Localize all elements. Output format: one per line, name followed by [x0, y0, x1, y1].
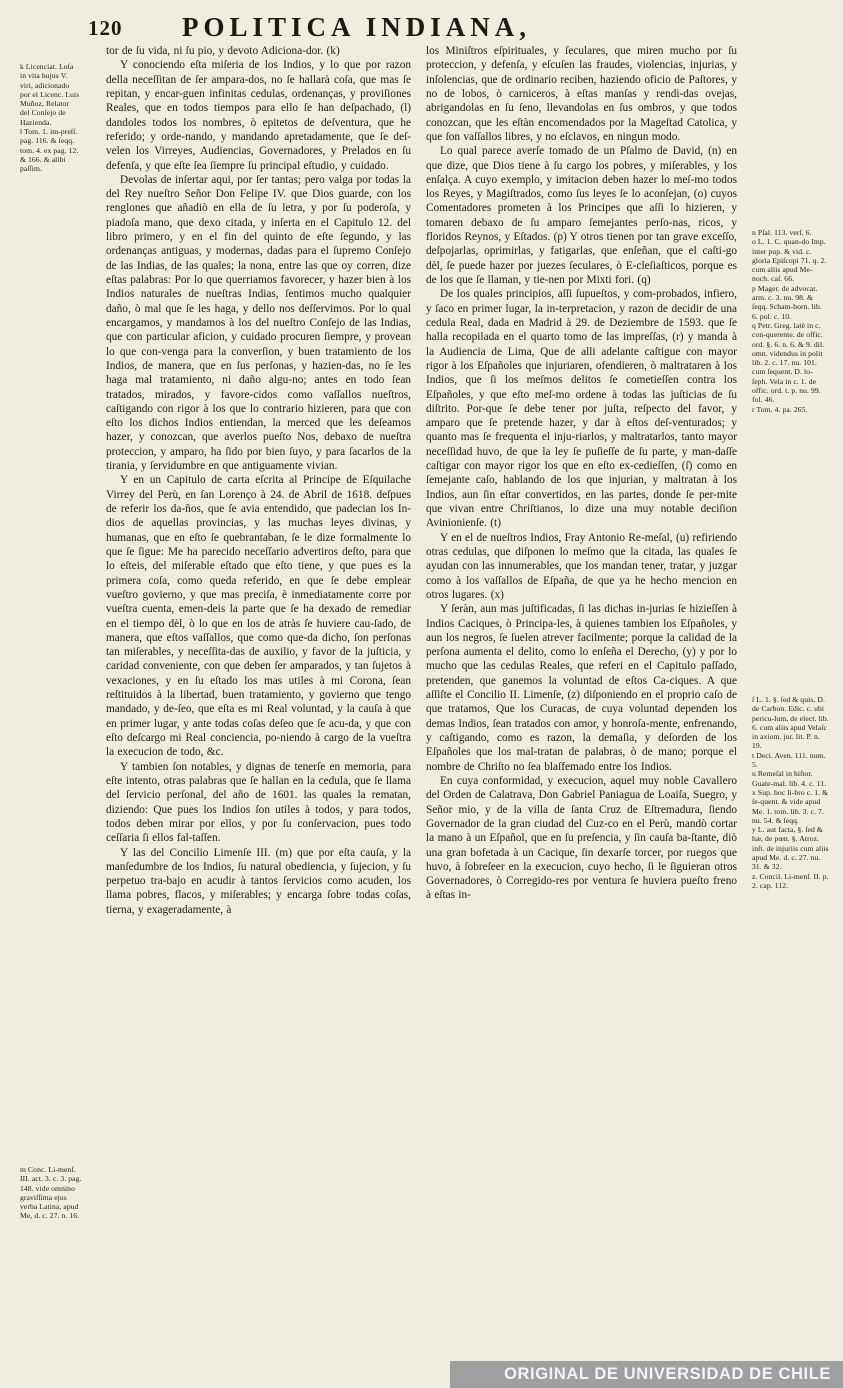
paragraph: De los quales principios, aſſi ſupueſtos, y com-probados, infiero, y ſaco en primer lugar, la in-terpretacion, y razon de decidir de una cedula Real, dada en Madrid à 29. de Deziembre de 1593. que ſe halla recopilada en el quarto tomo de las impreſſas, (r) y manda à la Audiencia de Lima, Que de alli adelante caſtigue con mayor rigor à los Eſpañoles que injuriaren, ofendieren, ò maltrataren à los Indios, que ſi los meſmos delitos ſe cometieſſen contra los Eſpañoles, y que eſto meſ-mo ordene à todas las juſticias de ſu diſtrito. Por-que ſe debe tener por juſta, reſpecto del favor, y amparo que ſe pretende hazer, y dar à eſtos deſ-venturados; y quanto mas ſe frequenta el inju-riarlos, y maltratarlos, tanto mayor neceſſidad huvo, de que la ley ſe puſieſſe de ſu parte, y man-daſſe caſtigar con mayor rigor los que en eſto ex-cedieſſen, (ſ) como en ſemejante caſo, hablando de los que injurian, y maltratan à los Indios, aun ſin eſtar convertidos, en las partes, donde ſe per-mite que vivan entre Chriſtianos, lo dize una muy notable deciſion Avinionienſe. (t): [426, 288, 737, 530]
margin-note: o L. 1. C. quan-do Imp. inter pup. & vid. c. gloria Epiſcopi 71. q. 2. cum aliis apud Me-noch. caſ. 66.: [752, 237, 827, 284]
margin-note: t Deci. Aven. 111. num. 5.: [752, 750, 826, 770]
paragraph: Y las del Concilio Limenſe III. (m) que por eſta cauſa, y la manſedumbre de los Indios, ſu natural obediencia, y ſujecion, y ſu perpetuo tra-bajo en acudir à tantos ſervicios como acuden, los llama pobres, flacos, y miſerables; y encarga ſobre todas coſas, tierna, y exageradamente, à: [106, 846, 411, 916]
margin-note: u Remeſal in hiſtor. Guate-mal. lib. 4. c. 11.: [752, 769, 827, 788]
paragraph: Devolas de inſertar aqui, por ſer tantas; pero valga por todas la del Rey nueſtro Señor Don Felipe IV. que Dios guarde, con los renglones que añadiò en ella de ſu letra, y por ſu poderoſa, y piadoſa mano, que dexo citada, y inſerta en el Capitulo 12. del libro primero, y en el fin del quinto de eſte ſegundo, y las ordenanças antiguas, y modernas, dadas para el ſupremo Conſejo de las Indias, de las quales; la nona, entre las que oy corren, dize eſtas palabras: Por lo que querriamos favorecer, y hazer bien à los Indios naturales de nueſtras Indias, ſentimos mucho qualquier daño, ò mal que ſe les haga, y dello nos deſſervimos. Por lo qual encargamos, y mandamos à los del nueſtro Conſejo de las Indias, que con particular aficion, y cuidado procuren ſiempre, y provean lo que con-venga para la converſion, y buen tratamiento de los Indios, de manera, que en ſus perſonas, y hazien-das, no ſe les haga mal tratamiento, ni daño algu-no; antes en todo ſean tratados, mirados, y favore-cidos como vaſſallos nueſtros, caſtigando con rigor à los que lo contrario hizieren, para que con eſto los dichos Indios entiendan, la merced que les deſeamos hazer, y conozcan, que averlos pueſto Nos, debaxo de nueſtra proteccion, y amparo, ha ſido por bien ſuyo, y para ſacarlos de la tirania, y ſervidumbre en que antiguamente vivian.: [106, 173, 411, 473]
paragraph: tor de ſu vida, ni ſu pio, y devoto Adiciona-dor. (k): [106, 45, 340, 57]
running-title: POLITICA INDIANA,: [182, 12, 532, 42]
paragraph: Lo qual parece averſe tomado de un Pſalmo de David, (n) en que dize, que Dios tiene à ſu cargo los pobres, y miſerables, y los enſalça. A cuyo exemplo, y imitacion deben hazer lo meſ-mo todos los Reyes, y Magiſtrados, como ſus leyes ſe lo aconſejan, (o) cuyos Comentadores prometen à los Principes que aſſi lo hizieren, y tomaren debaxo de ſu amparo ſemejantes perſo-nas, ricos, y floridos Reynos, y Eſtados. (p) Y otros tienen por tan grave exceſſo, deſpojarlas, oprimirlas, y fatigarlas, que enſeñan, que el caſti-go dèl, ſe puede hazer por juezes ſeculares, ò E-cleſiaſticos, porque es de los que ſe llaman, y tie-nen por Mixti fori. (q): [426, 145, 737, 286]
margin-note: z. Concil. Li-menſ. II. p. 2. cap. 112.: [752, 871, 829, 890]
paragraph: Y ſeràn, aun mas juſtificadas, ſi las dichas in-jurias ſe hizieſſen à Indios Caciques, ò Principa-les, à quienes tambien los Eſpañoles, y aun los negros, ſe ſuelen atrever facilmente; porque la calidad de la perſona aumenta el delito, como lo enſeña el Derecho, (y) y por lo mucho que las cedulas Reales, que referi en el Capitulo paſſado, pretenden, que ganemos la voluntad de eſtos Ca-ciques. A que aſſiſte el Concilio II. Limenſe, (z) diſponiendo en el proprio caſo de que tratamos, Que los Curacas, de cuya voluntad dependen los demas Indios, ſean tratados con amor, y honroſa-mente, enfrenando, y caſtigando, como es razon, la demaſia, y deſorden de los Eſpañoles que los mal-tratan de palabras, ò de mano; porque el nombre de Chriſto no ſea blaſfemado entre los Indios.: [426, 603, 737, 773]
left-margin-notes-top: [20, 62, 80, 174]
margin-note: l Tom. 1. im-preſſ. pag. 116. & ſeqq. tom. 4. ex pag. 12. & 166. & alibi paſſim.: [20, 127, 79, 174]
page-number: 120: [88, 16, 123, 40]
right-margin-notes-bottom: [752, 695, 830, 890]
right-margin-notes-top: [752, 228, 828, 414]
margin-note: p Mager. de advocat. arm. c. 3. nu. 98. & ſeqq. Scham-born. lib. 6. pol. c. 10.: [752, 283, 822, 321]
margin-note: y L. aut facta, §. ſed & hæ, de pœn. §. Atroz. inſt. de injuriis cum aliis apud Me. d. c. 27. nu. 31. & 32.: [752, 825, 829, 872]
right-text-column: [426, 44, 737, 903]
paragraph: En cuya conformidad, y execucion, aquel muy noble Cavallero del Orden de Calatrava, Don Gabriel Paniagua de Loaiſa, Suegro, y Señor mio, y de la villa de ſanta Cruz de Eſtremadura, ſiendo Governador de la gran ciudad del Cuz-co en el Perù, mandò cortar la mano à un Eſpañol, que en ſu preſencia, y ſin cauſa ba-ſtante, diò una gran bofetada à un Cacique, ſin dexarſe torcer, por ruegos que huvo, à ſobreſeer en la execucion, cuyo hecho, ſi le ſiguieran otros Governadores, ò Corregido-res por ventura ſe huviera pueſto freno à eſtas in-: [426, 774, 737, 902]
paragraph: Y conociendo eſta miſeria de los Indios, y lo que por razon della neceſſitan de ſer ampara-dos, no ſe hallarà coſa, que mas ſe repitan, y encar-guen infinitas cedulas, ordenanças, y proviſiones Reales, que en todos tiempos para ello ſe han deſpachado, (l) dandoles todos los nombres, ò epitetos de deſventura, que he referido; y orde-nando, y mandando apretadamente, que ſe deſ-velen los Virreyes, Audiencias, Governadores, y Prelados en ſu defenſa, y que eſte ſea ſiempre ſu principal eſtudio, y cuidado.: [106, 59, 411, 172]
margin-note: ſ L. 1. §. ſed & quis, D. de Carbon. Edic. c. ubi pericu-lum, de elect. lib. 6. cum aliis apud Velaſc in axiom. jur. lit. P. n. 19.: [752, 695, 829, 751]
paragraph: los Miniſtros eſpirituales, y ſeculares, que miren mucho por ſu proteccion, y defenſa, y eſcuſen las fraudes, violencias, injurias, y inſolencias, que de ordinario reciben, haziendo oficio de Paſtores, y no de lobos, ò carniceros, à eſtas manſas y rendi-das ovejas, abrigandolas en ſu ſeno, llevandolas en ſus ombros, y que todos conozcan, que les eſtàn encomendados por la Mageſtad Catolica, y que ſon vaſſallos libres, y no eſclavos, en ningun modo.: [426, 45, 737, 143]
left-text-column: [106, 44, 411, 917]
paragraph: Y en un Capitulo de carta eſcrita al Principe de Eſquilache Virrey del Perù, en ſan Lorenço à 24. de Abril de 1618. deſpues de referir los da-ños, que ſe avia entendido, que padecian los In-dios de aquellas provincias, y las muchas leyes divinas, y humanas, que en eſto ſe quebrantaban, ſe le dize formalmente lo que ſe ſigue: Me ha parecido neceſſario advertiros deſto, para que lo eſteis, del miſerable eſtado que eſto tiene, y que pues es la primera coſa, como queda referido, en que ſe debe emplear vueſtro govierno, y que mas preciſa, è inmediatamente corre por vueſtra cuenta, emen-deis la parte que ſe ha dexado de remediar en el tiempo dèl, ò lo que en los de atràs ſe huviere cau-ſado, de manera, que eſtos vaſſallos, que como que-da dicho, ſon perſonas tan miſerables, y neceſſita-das de auxilio, y favor de la juſticia, y caridad conveniente, con que deben ſer amparados, y tan ſujetos à vexaciones, y en ſu eſtado los mas utiles à mi Corona, ſean reſtituidos à la libertad, buen tratamiento, y govierno que tengo mandado, y de-ſeo, que eſta es mi Real voluntad, y la cauſa à que en primer lugar, y ante todas coſas deſeo que ſe acu-da, y que con eſto deſcargo mi Real conciencia, po-niendo à cargo de la vueſtra la execucion de todo, &c.: [106, 474, 411, 759]
margin-note: k Licenciat. Loſa in vita hujus V. viri, adicionado por el Licenc. Luis Muñoz, Relator del Conſejo de Hazienda.: [20, 62, 80, 127]
margin-note: n Pſal. 113. verſ. 6.: [752, 228, 812, 237]
library-watermark: ORIGINAL DE UNIVERSIDAD DE CHILE: [450, 1361, 843, 1388]
left-margin-notes-bottom: [20, 1165, 82, 1221]
margin-note: r Tom. 4. pa. 265.: [752, 404, 808, 414]
margin-note: x Sup. hoc li-bro c. 1. & ſe-quent. & vide apud Me. 1. tom. lib. 3. c. 7. nu. 54. & ſeqq.: [752, 787, 829, 825]
margin-note: q Petr. Greg. latè in c. con-querente. de offic. ord. §. 6. n. 6. & 9. dil. omn. videndus in polit lib. 2. c. 17. nu. 101. cum ſequent. D. lo-ſeph. Vela in c. 1. de offic. ord. t. p. nu. 99. fol. 46.: [752, 320, 825, 405]
margin-note: m Conc. Li-menſ. III. act. 3. c. 3. pag. 148. vide omnino graviſſima ejus verba Latina, apud Me, d. c. 27. n. 16.: [20, 1165, 82, 1221]
paragraph: Y tambien ſon notables, y dignas de tenerſe en memoria, para eſte intento, otras palabras que ſe hallan en la cedula, que ſe llama del ſervicio perſonal, del año de 1601. las quales la rematan, diziendo: Que pues los Indios ſon utiles à todos, y para todos, todos deben mirar por ellos, y por ſu conſervacion, pues todo ceſſaria ſi ellos fal-taſſen.: [106, 760, 411, 845]
paragraph: Y en el de nueſtros Indios, Fray Antonio Re-meſal, (u) refiriendo otras cedulas, que diſponen lo meſmo que la citada, las quales ſe ayudan con las innumerables, que los mandan tener, tratar, y juzgar como à los vaſſallos de Eſpaña, de que ya he hecho mencion en otros lugares. (x): [426, 531, 737, 601]
